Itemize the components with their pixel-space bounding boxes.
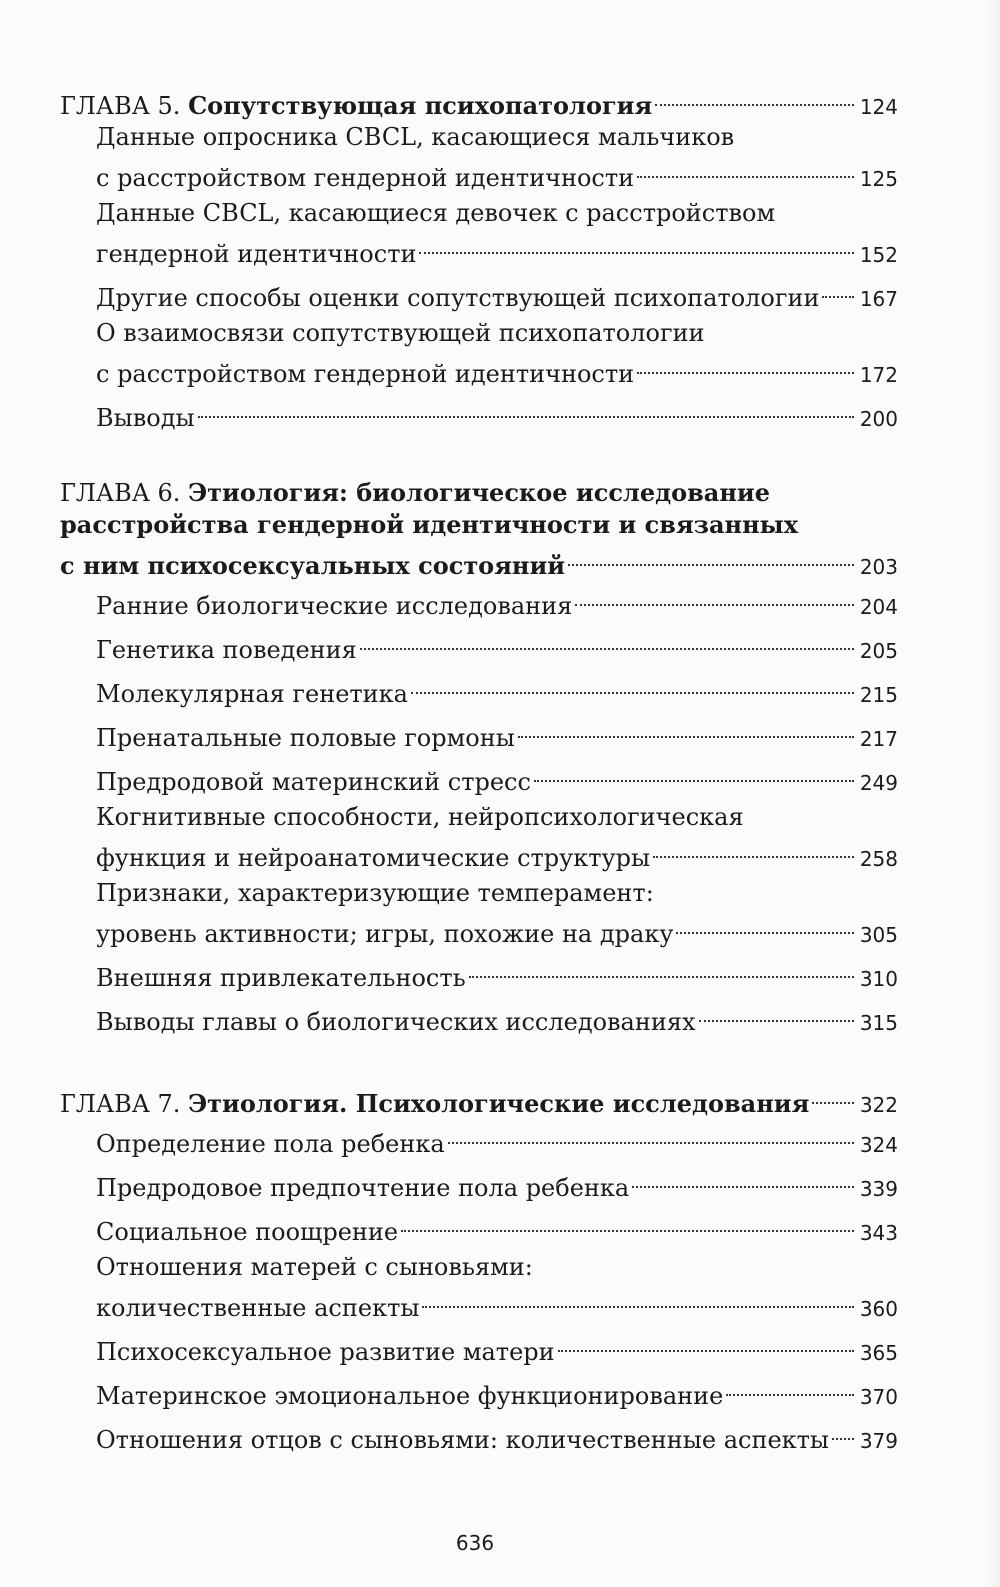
toc-entry-text: функция и нейроанатомические структуры <box>96 844 651 872</box>
toc-entry-text: Предродовой материнский стресс <box>96 768 531 796</box>
toc-entry-page: 324 <box>859 1133 898 1157</box>
dot-leader <box>401 1206 854 1240</box>
toc-entry-text: Ранние биологические исследования <box>96 592 573 620</box>
chapter-6-page: 203 <box>859 555 898 579</box>
chapter-6-heading-line <box>0 508 1000 542</box>
toc-entry[interactable] <box>96 1282 898 1322</box>
toc-entry[interactable] <box>96 624 898 664</box>
dot-leader <box>419 228 853 262</box>
toc-entry-page: 205 <box>859 639 898 663</box>
toc-entry-page: 167 <box>859 287 898 311</box>
toc-entry-page: 172 <box>859 363 898 387</box>
toc-entry-page: 125 <box>859 167 898 191</box>
toc-entry-page: 215 <box>859 683 898 707</box>
chapter-6-heading-text <box>60 476 898 510</box>
toc-entry-page: 365 <box>859 1341 898 1365</box>
dot-leader <box>726 1370 853 1404</box>
toc-entry-text: Отношения матерей с сыновьями: <box>96 1253 533 1281</box>
toc-entry-text: с расстройством гендерной идентичности <box>96 164 635 192</box>
toc-entry[interactable] <box>96 1206 898 1246</box>
toc-entry-line <box>0 196 1000 230</box>
toc-entry[interactable] <box>96 1370 898 1410</box>
toc-entry-line <box>0 876 1000 910</box>
dot-leader <box>637 152 854 186</box>
chapter-7-title: Этиология. Психологические исследования <box>188 1089 810 1118</box>
dot-leader <box>568 540 854 574</box>
dot-leader <box>422 1282 853 1316</box>
toc-entry[interactable] <box>96 1326 898 1366</box>
chapter-6-heading-line <box>0 476 1000 510</box>
toc-entry-page: 258 <box>859 847 898 871</box>
toc-entry-text: Молекулярная генетика <box>96 680 408 708</box>
chapter-5-page: 124 <box>859 95 898 119</box>
toc-entry[interactable] <box>96 996 898 1036</box>
toc-entry-line <box>0 800 1000 834</box>
dot-leader <box>655 80 854 114</box>
toc-entry-line <box>0 120 1000 154</box>
toc-entry-text: Данные опросника CBCL, касающиеся мальчиков <box>96 123 735 151</box>
toc-entry-line <box>0 1250 1000 1284</box>
toc-entry-text: Пренатальные половые гормоны <box>96 724 515 752</box>
toc-entry-page: 343 <box>859 1221 898 1245</box>
toc-entry[interactable] <box>96 228 898 268</box>
toc-entry-page: 339 <box>859 1177 898 1201</box>
dot-leader <box>469 952 854 986</box>
toc-entry-text: Психосексуальное развитие матери <box>96 1338 555 1366</box>
toc-entry-text: Предродовое предпочтение пола ребенка <box>96 1174 630 1202</box>
toc-entry-page: 249 <box>859 771 898 795</box>
toc-entry-page: 310 <box>859 967 898 991</box>
dot-leader <box>448 1118 854 1152</box>
dot-leader <box>637 348 854 382</box>
page-number: 636 <box>455 1531 495 1555</box>
chapter-6-label: ГЛАВА 6. <box>60 479 181 507</box>
dot-leader <box>632 1162 854 1196</box>
toc-entry[interactable] <box>96 668 898 708</box>
toc-entry-text: Выводы главы о биологических исследованиях <box>96 1008 696 1036</box>
dot-leader <box>518 712 854 746</box>
toc-entry-text: Генетика поведения <box>96 636 357 664</box>
chapter-6-title: расстройства гендерной идентичности и связанных <box>60 510 799 539</box>
toc-entry[interactable] <box>96 952 898 992</box>
toc-entry-text: гендерной идентичности <box>96 240 417 268</box>
chapter-5-title: Сопутствующая психопатология <box>188 91 653 120</box>
chapter-7-page: 322 <box>859 1093 898 1117</box>
toc-entry-page: 360 <box>859 1297 898 1321</box>
dot-leader <box>411 668 854 702</box>
toc-entry-text: Когнитивные способности, нейропсихологическая <box>96 803 744 831</box>
toc-entry-text: Определение пола ребенка <box>96 1130 445 1158</box>
chapter-7-label: ГЛАВА 7. <box>60 1090 181 1118</box>
chapter-6-title: Этиология: биологическое исследование <box>188 478 770 507</box>
toc-entry-text: с расстройством гендерной идентичности <box>96 360 635 388</box>
toc-entry-page: 200 <box>859 407 898 431</box>
chapter-5-label: ГЛАВА 5. <box>60 92 181 120</box>
toc-entry-text: Данные CBCL, касающиеся девочек с расстройством <box>96 199 776 227</box>
chapter-6-title: с ним психосексуальных состояний <box>60 551 566 580</box>
toc-entry-text: Выводы <box>96 404 195 432</box>
toc-entry-text: Признаки, характеризующие темперамент: <box>96 879 654 907</box>
toc-entry[interactable] <box>96 1162 898 1202</box>
toc-entry-page: 152 <box>859 243 898 267</box>
toc-entry[interactable] <box>96 756 898 796</box>
toc-entry[interactable] <box>96 272 898 312</box>
dot-leader <box>198 392 854 426</box>
chapter-6-heading[interactable] <box>60 540 898 580</box>
toc-entry-text: Внешняя привлекательность <box>96 964 466 992</box>
dot-leader <box>653 832 854 866</box>
toc-entry-page: 305 <box>859 923 898 947</box>
dot-leader <box>832 1414 854 1448</box>
toc-entry-page: 204 <box>859 595 898 619</box>
toc-entry-text: Другие способы оценки сопутствующей психопатологии <box>96 284 820 312</box>
toc-entry-text: Отношения отцов с сыновьями: количественные аспекты <box>96 1426 830 1454</box>
chapter-7-heading[interactable] <box>60 1078 898 1118</box>
toc-entry-page: 370 <box>859 1385 898 1409</box>
dot-leader <box>676 908 853 942</box>
toc-entry[interactable] <box>96 832 898 872</box>
toc-entry[interactable] <box>96 392 898 432</box>
toc-entry[interactable] <box>96 580 898 620</box>
chapter-5-heading[interactable] <box>60 80 898 120</box>
toc-entry[interactable] <box>96 908 898 948</box>
toc-entry-line <box>0 316 1000 350</box>
toc-entry-page: 315 <box>859 1011 898 1035</box>
dot-leader <box>558 1326 854 1360</box>
toc-entry-page: 379 <box>859 1429 898 1453</box>
dot-leader <box>812 1078 854 1112</box>
toc-entry-page: 217 <box>859 727 898 751</box>
dot-leader <box>360 624 854 658</box>
dot-leader <box>534 756 854 790</box>
toc-entry-text: Материнское эмоциональное функционирование <box>96 1382 724 1410</box>
toc-entry[interactable] <box>96 1414 898 1454</box>
toc-entry-text: Социальное поощрение <box>96 1218 399 1246</box>
dot-leader <box>699 996 854 1030</box>
toc-entry-text: О взаимосвязи сопутствующей психопатологии <box>96 319 705 347</box>
dot-leader <box>575 580 854 614</box>
toc-entry[interactable] <box>96 712 898 752</box>
dot-leader <box>822 272 853 306</box>
toc-entry-text: уровень активности; игры, похожие на драку <box>96 920 674 948</box>
toc-entry[interactable] <box>96 1118 898 1158</box>
toc-entry[interactable] <box>96 152 898 192</box>
toc-entry-text: количественные аспекты <box>96 1294 420 1322</box>
toc-entry[interactable] <box>96 348 898 388</box>
